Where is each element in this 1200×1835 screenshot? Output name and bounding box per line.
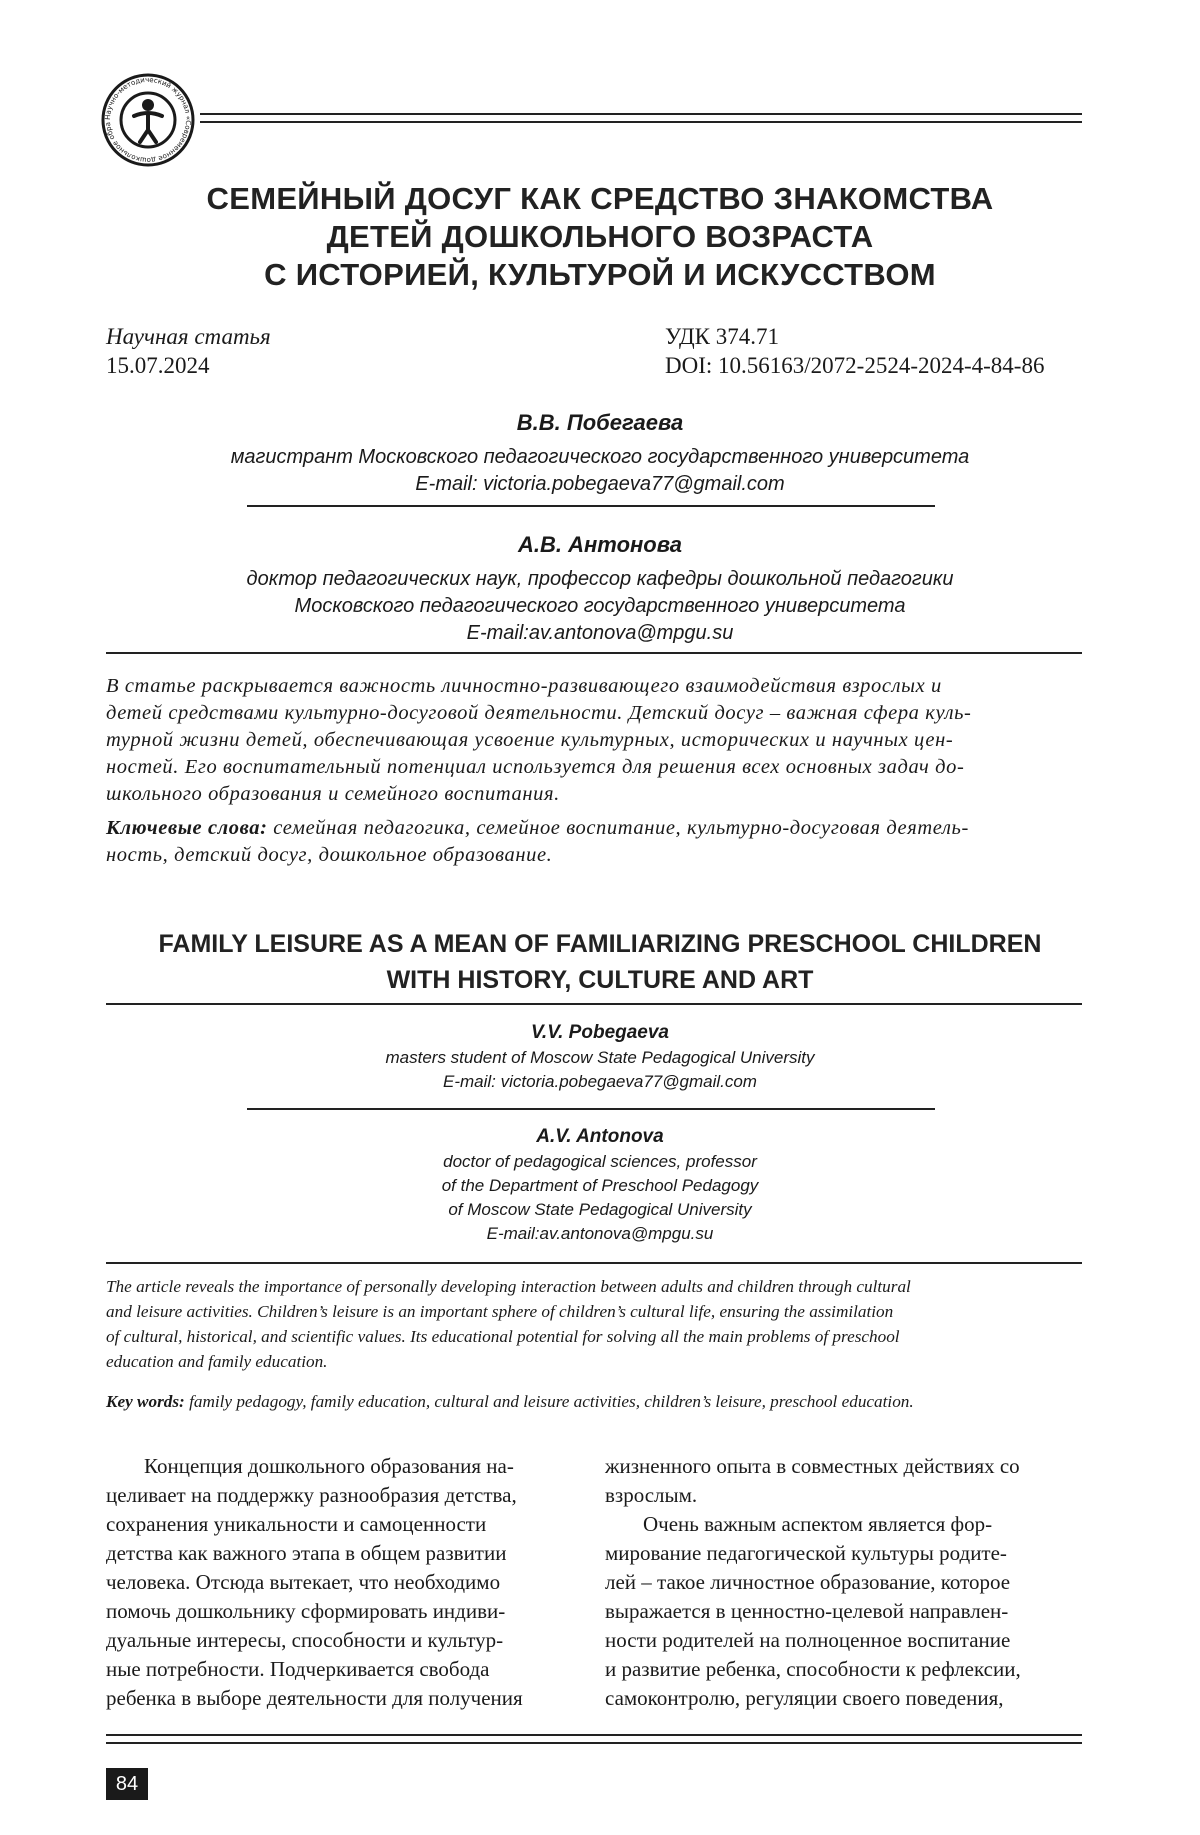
author-affiliation: masters student of Moscow State Pedagogical University [385,1048,815,1067]
keywords-label: Ключевые слова: [106,817,268,839]
author-email: E-mail:av.antonova@mpgu.su [466,622,734,644]
title-en [105,926,1095,998]
title-en-line: WITH HISTORY, CULTURE AND ART [386,966,814,994]
abstract-line: The article reveals the importance of personally developing interaction between adults and children through cultural [106,1277,911,1296]
keywords-text: family pedagogy, family education, cultural and leisure activities, children’s leisure, preschool education. [184,1392,914,1411]
section-rule [106,1262,1082,1264]
author-affiliation: доктор педагогических наук, профессор кафедры дошкольной педагогики [246,568,954,590]
abstract-line: education and family education. [106,1352,328,1371]
publication-date: 15.07.2024 [106,353,210,378]
body-line: ные потребности. Подчеркивается свобода [106,1657,490,1681]
header-rule [200,113,1082,123]
abstract-ru [106,673,1082,808]
abstract-line: детей средствами культурно-досуговой деятельности. Детский досуг – важная сфера куль- [106,702,972,724]
abstract-line: and leisure activities. Children’s leisure is an important sphere of children’s cultural life, ensuring the assimilation [106,1302,894,1321]
author-separator [247,505,935,507]
body-line: самоконтролю, регуляции своего поведения, [605,1686,1004,1710]
author-email: E-mail: victoria.pobegaeva77@gmail.com [415,473,785,495]
body-column-right [605,1452,1082,1713]
author-affiliation: магистрант Московского педагогического государственного университета [230,446,970,468]
author-affiliation: of the Department of Preschool Pedagogy [441,1176,759,1195]
section-rule [106,652,1082,654]
title-ru-line: С ИСТОРИЕЙ, КУЛЬТУРОЙ И ИСКУССТВОМ [264,257,936,292]
journal-logo [100,72,196,168]
author-affiliation: of Moscow State Pedagogical University [448,1200,752,1219]
journal-logo-emblem [100,72,196,168]
body-line: детства как важного этапа в общем развитии [106,1541,507,1565]
page-number: 84 [106,1768,148,1800]
author-email: E-mail:av.antonova@mpgu.su [486,1224,714,1243]
title-ru-line: СЕМЕЙНЫЙ ДОСУГ КАК СРЕДСТВО ЗНАКОМСТВА [206,181,994,216]
author-separator [247,1108,935,1110]
abstract-line: школьного образования и семейного воспитания. [106,783,560,805]
keywords-label: Key words: [106,1392,185,1411]
title-ru [105,180,1095,294]
title-en-line: FAMILY LEISURE AS A MEAN OF FAMILIARIZING PRESCHOOL CHILDREN [158,930,1042,958]
author-name: V.V. Pobegaeva [530,1022,670,1043]
abstract-line: of cultural, historical, and scientific values. Its educational potential for solving all the main problems of preschool [106,1327,900,1346]
keywords-en [106,1389,1082,1414]
body-line: и развитие ребенка, способности к рефлексии, [605,1657,1021,1681]
keywords-text: семейная педагогика, семейное воспитание, культурно-досуговая деятель- [267,817,969,839]
author-name: A.V. Antonova [536,1126,664,1147]
abstract-line: ностей. Его воспитательный потенциал используется для решения всех основных задач до- [106,756,965,778]
svg-text:Научно-методический журнал «Со: Научно-методический журнал «Современное дошкольное обра [103,75,193,165]
author-block-ru-1 [105,408,1095,498]
body-line: Концепция дошкольного образования на- [144,1454,514,1478]
body-line: человека. Отсюда вытекает, что необходимо [106,1570,501,1594]
footer-rule [106,1734,1082,1744]
body-line: взрослым. [605,1483,698,1507]
section-rule [106,1003,1082,1005]
author-block-ru-2 [105,530,1095,647]
udk: УДК 374.71 [665,324,779,349]
author-block-en-1 [105,1020,1095,1094]
author-affiliation: doctor of pedagogical sciences, professor [443,1152,757,1171]
body-line: дуальные интересы, способности и культур- [106,1628,504,1652]
body-line: жизненного опыта в совместных действиях со [605,1454,1020,1478]
keywords-ru [106,815,1082,869]
body-line: помочь дошкольнику сформировать индиви- [106,1599,506,1623]
author-name: А.В. Антонова [518,532,682,557]
abstract-line: В статье раскрывается важность личностно-развивающего взаимодействия взрослых и [106,675,942,697]
body-line: ребенка в выборе деятельности для получения [106,1686,523,1710]
body-line: выражается в ценностно-целевой направлен- [605,1599,1009,1623]
body-line: Очень важным аспектом является фор- [643,1512,993,1536]
body-line: ности родителей на полноценное воспитание [605,1628,1011,1652]
abstract-en [106,1274,1082,1374]
article-type: Научная статья [106,324,271,349]
abstract-line: турной жизни детей, обеспечивающая усвоение культурных, исторических и научных цен- [106,729,954,751]
author-affiliation: Московского педагогического государственного университета [294,595,906,617]
body-line: лей – такое личностное образование, которое [605,1570,1011,1594]
body-line: целивает на поддержку разнообразия детства, [106,1483,517,1507]
author-email: E-mail: victoria.pobegaeva77@gmail.com [443,1072,757,1091]
author-name: В.В. Побегаева [516,410,684,435]
body-line: сохранения уникальности и самоценности [106,1512,487,1536]
keywords-text: ность, детский досуг, дошкольное образование. [106,844,553,866]
body-line: мирование педагогической культуры родите- [605,1541,1007,1565]
title-ru-line: ДЕТЕЙ ДОШКОЛЬНОГО ВОЗРАСТА [326,219,874,254]
body-column-left [106,1452,577,1713]
author-block-en-2 [105,1124,1095,1246]
doi: DOI: 10.56163/2072-2524-2024-4-84-86 [665,353,1045,378]
